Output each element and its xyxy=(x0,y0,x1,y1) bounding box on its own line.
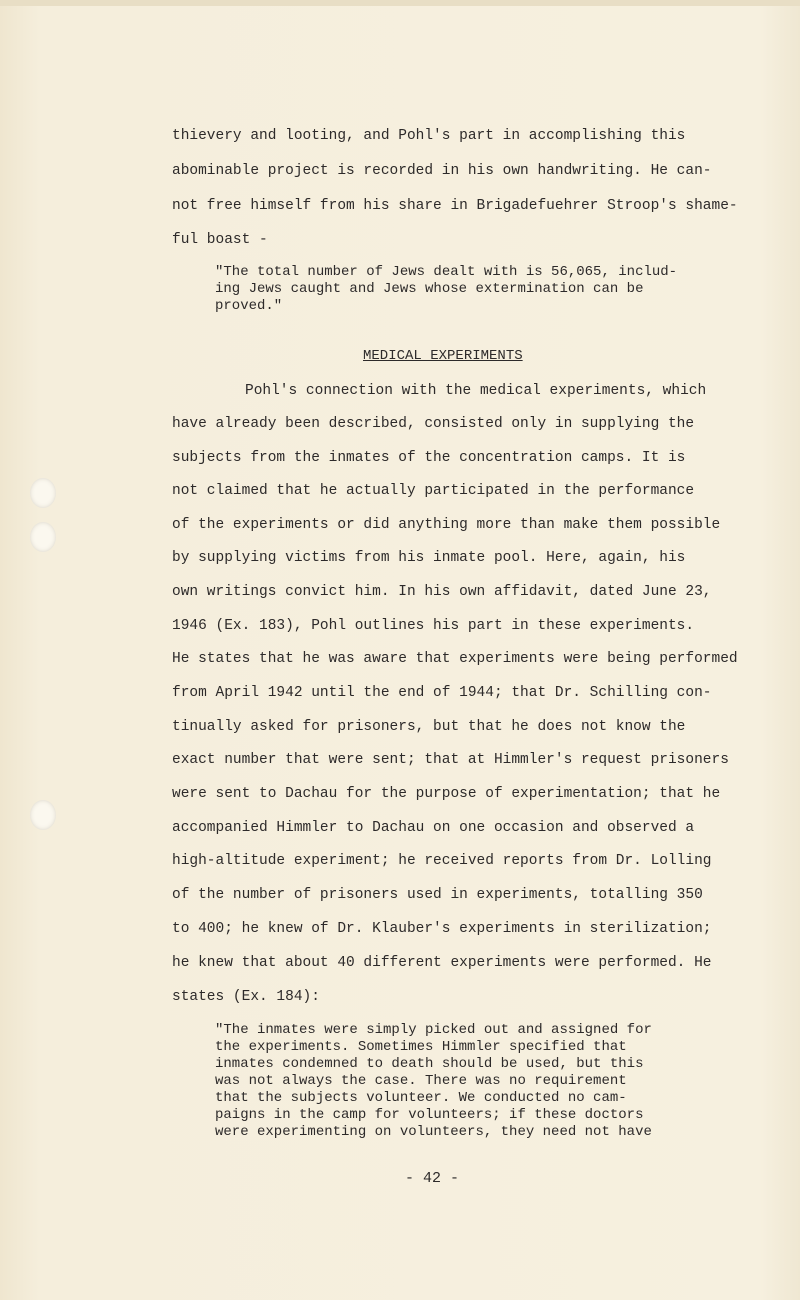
text-line: not claimed that he actually participated in the performance xyxy=(172,483,695,499)
text-line: states (Ex. 184): xyxy=(172,989,320,1005)
quote-line: inmates condemned to death should be used, but this xyxy=(215,1056,644,1072)
quote-line: was not always the case. There was no requirement xyxy=(215,1073,627,1089)
text-line: ful boast - xyxy=(172,232,268,248)
text-line: he knew that about 40 different experiments were performed. He xyxy=(172,955,712,971)
page-number: - 42 - xyxy=(405,1170,460,1187)
text-line: of the number of prisoners used in experiments, totalling 350 xyxy=(172,887,703,903)
binder-hole xyxy=(30,522,56,552)
text-line: Pohl's connection with the medical experiments, which xyxy=(245,383,707,399)
quote-line: ing Jews caught and Jews whose extermination can be xyxy=(215,281,644,297)
page-top-edge xyxy=(0,0,800,6)
text-line: by supplying victims from his inmate pool. Here, again, his xyxy=(172,550,686,566)
quote-line: were experimenting on volunteers, they need not have xyxy=(215,1124,652,1140)
text-line: tinually asked for prisoners, but that he does not know the xyxy=(172,719,686,735)
quote-line: the experiments. Sometimes Himmler specified that xyxy=(215,1039,627,1055)
text-line: exact number that were sent; that at Himmler's request prisoners xyxy=(172,752,729,768)
text-line: high-altitude experiment; he received reports from Dr. Lolling xyxy=(172,853,712,869)
text-line: were sent to Dachau for the purpose of experimentation; that he xyxy=(172,786,721,802)
text-line: of the experiments or did anything more than make them possible xyxy=(172,517,721,533)
quote-line: that the subjects volunteer. We conducted no cam- xyxy=(215,1090,627,1106)
text-line: subjects from the inmates of the concentration camps. It is xyxy=(172,450,686,466)
quote-line: proved." xyxy=(215,298,283,314)
text-line: have already been described, consisted only in supplying the xyxy=(172,416,695,432)
quote-line: "The total number of Jews dealt with is 56,065, includ- xyxy=(215,264,678,280)
text-line: 1946 (Ex. 183), Pohl outlines his part in these experiments. xyxy=(172,618,695,634)
text-line: from April 1942 until the end of 1944; that Dr. Schilling con- xyxy=(172,685,712,701)
text-line: thievery and looting, and Pohl's part in accomplishing this xyxy=(172,128,686,144)
text-line: abominable project is recorded in his own handwriting. He can- xyxy=(172,163,712,179)
text-line: not free himself from his share in Brigadefuehrer Stroop's shame- xyxy=(172,198,738,214)
binder-hole xyxy=(30,478,56,508)
section-heading: MEDICAL EXPERIMENTS xyxy=(363,348,523,364)
binder-hole xyxy=(30,800,56,830)
text-line: accompanied Himmler to Dachau on one occasion and observed a xyxy=(172,820,695,836)
text-line: He states that he was aware that experiments were being performed xyxy=(172,651,738,667)
quote-line: paigns in the camp for volunteers; if these doctors xyxy=(215,1107,644,1123)
text-line: to 400; he knew of Dr. Klauber's experiments in sterilization; xyxy=(172,921,712,937)
text-line: own writings convict him. In his own affidavit, dated June 23, xyxy=(172,584,712,600)
quote-line: "The inmates were simply picked out and assigned for xyxy=(215,1022,652,1038)
